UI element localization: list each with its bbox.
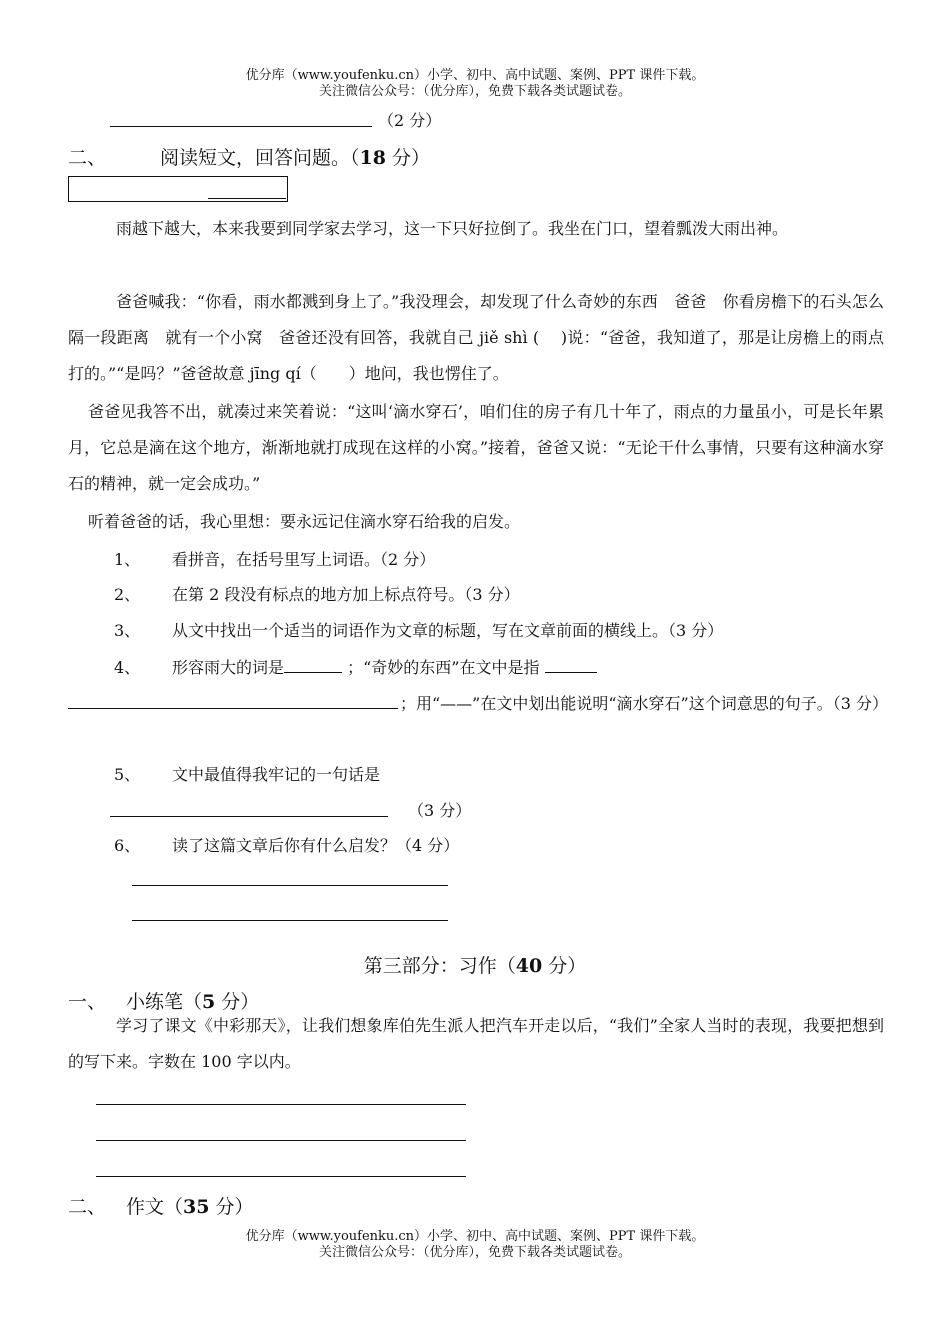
q6-answer-line-2[interactable] <box>132 920 448 921</box>
footer-line-2: 关注微信公众号：（优分库），免费下载各类试题试卷。 <box>318 1245 631 1260</box>
writing-1-number: 一、 <box>68 991 107 1013</box>
writing-1-line-2[interactable] <box>96 1140 466 1141</box>
question-4-continued: ；用“——”在文中划出能说明“滴水穿石”这个词意思的句子。（3 分） <box>400 694 888 713</box>
question-6: 6、 读了这篇文章后你有什么启发？（4 分） <box>114 836 460 855</box>
header-line-2: 关注微信公众号：（优分库），免费下载各类试题试卷。 <box>318 84 631 99</box>
q4-blank-thing-continued[interactable] <box>68 708 398 709</box>
writing-1-line-1[interactable] <box>96 1104 466 1105</box>
question-5: 5、 文中最值得我牢记的一句话是 <box>114 765 381 784</box>
q6-answer-line-1[interactable] <box>132 885 448 886</box>
writing-1-title: 小练笔（5 分） <box>126 991 260 1013</box>
question-1: 1、 看拼音，在括号里写上词语。（2 分） <box>114 550 436 569</box>
passage-paragraph-2: 爸爸喊我：“你看，雨水都溅到身上了。”我没理会，却发现了什么奇妙的东西 爸爸 你看房檐下的石头怎么隔一段距离 就有一个小窝 爸爸还没有回答，我就自己 jiě shì ( )说：“爸爸，我知道了，那是让房檐上的雨点打的。”“是吗？”爸爸故意 jīng qí（ ）地问，我也愣住了。 <box>68 292 884 383</box>
title-answer-line[interactable] <box>208 198 286 199</box>
passage-paragraph-4: 听着爸爸的话，我心里想：要永远记住滴水穿石给我的启发。 <box>88 512 521 531</box>
footer-line-1: 优分库（www.youfenku.cn）小学、初中、高中试题、案例、PPT 课件下载。 <box>245 1229 705 1244</box>
section-2-title: 阅读短文，回答问题。（18 分） <box>160 147 431 169</box>
writing-2-title: 作文（35 分） <box>126 1196 254 1218</box>
section-2-number: 二、 <box>68 147 107 169</box>
writing-1-line-3[interactable] <box>96 1176 466 1177</box>
header-line-1: 优分库（www.youfenku.cn）小学、初中、高中试题、案例、PPT 课件下载。 <box>245 68 705 83</box>
writing-1-prompt: 学习了课文《中彩那天》，让我们想象库伯先生派人把汽车开走以后，“我们”全家人当时的表现，我要把想到的写下来。字数在 100 字以内。 <box>68 1016 884 1071</box>
question-2: 2、 在第 2 段没有标点的地方加上标点符号。（3 分） <box>114 585 520 604</box>
writing-2-number: 二、 <box>68 1196 107 1218</box>
passage-paragraph-1: 雨越下越大，本来我要到同学家去学习，这一下只好拉倒了。我坐在门口，望着瓢泼大雨出神。 <box>116 219 789 238</box>
question-3: 3、 从文中找出一个适当的词语作为文章的标题，写在文章前面的横线上。（3 分） <box>114 621 724 640</box>
answer-line-top[interactable] <box>110 126 372 127</box>
question-4: 4、 形容雨大的词是 ；“奇妙的东西”在文中是指 <box>114 654 597 678</box>
q4-blank-thing[interactable] <box>545 654 597 673</box>
passage-paragraph-3: 爸爸见我答不出，就凑过来笑着说：“这叫‘滴水穿石’，咱们住的房子有几十年了，雨点的力量虽小，可是长年累月，它总是滴在这个地方，渐渐地就打成现在这样的小窝。”接着，爸爸又说：“无论干什么事情，只要有这种滴水穿石的精神，就一定会成功。” <box>68 402 884 493</box>
part-3-heading: 第三部分：习作（40 分） <box>363 955 587 977</box>
q4-blank-word[interactable] <box>284 654 342 673</box>
top-score: （2 分） <box>378 111 442 130</box>
question-5-score: （3 分） <box>408 801 472 820</box>
q5-answer-line[interactable] <box>110 816 388 817</box>
